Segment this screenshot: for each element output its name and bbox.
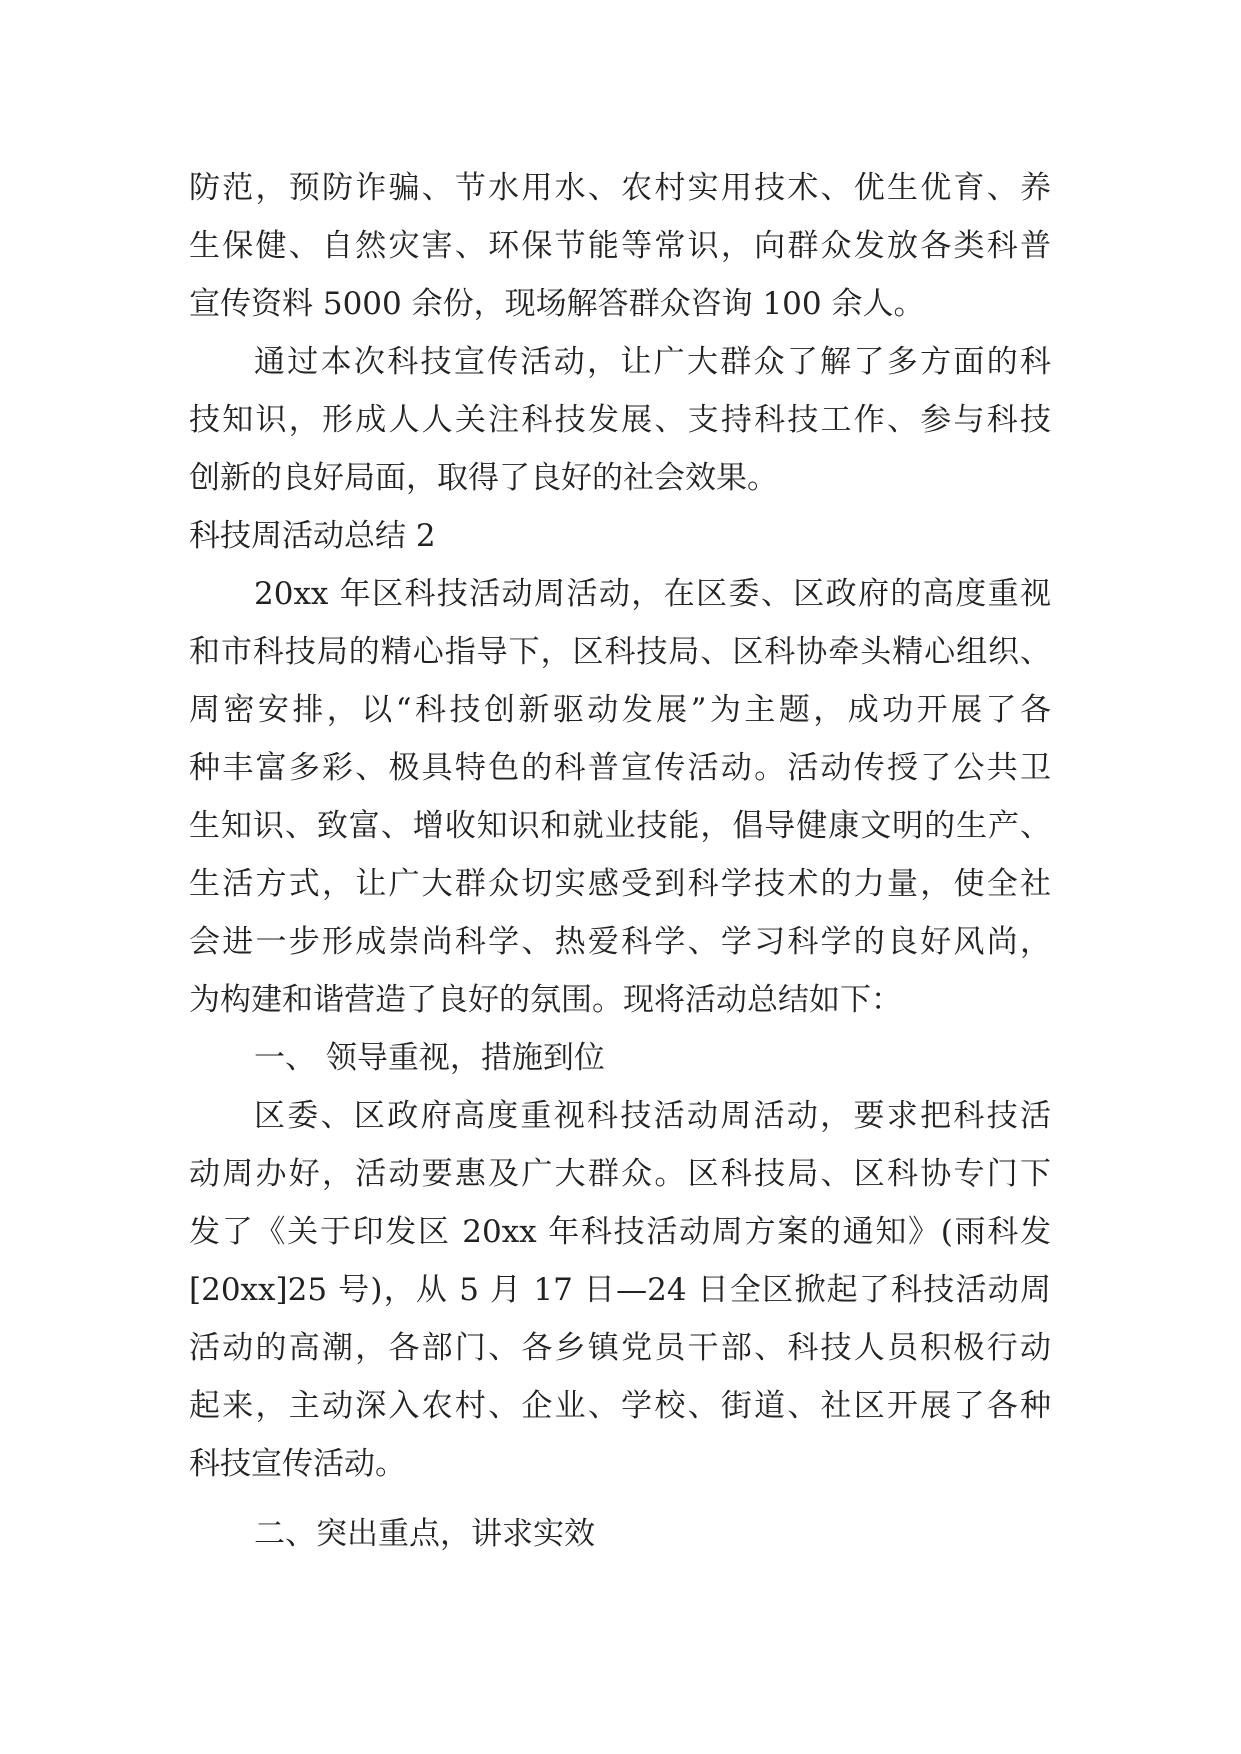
- text-line: 动周办好，活动要惠及广大群众。区科技局、区科协专门下: [189, 1156, 1051, 1192]
- text-line: 防范，预防诈骗、节水用水、农村实用技术、优生优育、养: [189, 170, 1051, 206]
- text-line: 科技宣传活动。: [189, 1446, 406, 1482]
- subheading: 二、突出重点，讲求实效: [254, 1516, 595, 1552]
- text-line: 和市科技局的精心指导下，区科技局、区科协牵头精心组织、: [189, 634, 1051, 670]
- subheading: 一、 领导重视，措施到位: [254, 1040, 605, 1076]
- text-line: [20xx]25 号)，从 5 月 17 日—24 日全区掀起了科技活动周: [189, 1272, 1051, 1308]
- text-line: 生保健、自然灾害、环保节能等常识，向群众发放各类科普: [189, 228, 1051, 264]
- paragraph-first-line: 区委、区政府高度重视科技活动周活动，要求把科技活: [254, 1098, 1051, 1134]
- text-line: 生知识、致富、增收知识和就业技能，倡导健康文明的生产、: [189, 808, 1051, 844]
- section-heading: 科技周活动总结 2: [189, 518, 436, 554]
- paragraph-first-line: 20xx 年区科技活动周活动，在区委、区政府的高度重视: [254, 576, 1051, 612]
- text-line: 起来，主动深入农村、企业、学校、街道、社区开展了各种: [189, 1388, 1051, 1424]
- text-line: 种丰富多彩、极具特色的科普宣传活动。活动传授了公共卫: [189, 750, 1051, 786]
- text-line: 周密安排，以“科技创新驱动发展”为主题，成功开展了各: [189, 692, 1051, 728]
- text-line: 宣传资料 5000 余份，现场解答群众咨询 100 余人。: [189, 286, 925, 322]
- text-line: 生活方式，让广大群众切实感受到科学技术的力量，使全社: [189, 866, 1051, 902]
- text-line: 会进一步形成崇尚科学、热爱科学、学习科学的良好风尚，: [189, 924, 1051, 960]
- paragraph-first-line: 通过本次科技宣传活动，让广大群众了解了多方面的科: [254, 344, 1051, 380]
- text-line: 活动的高潮，各部门、各乡镇党员干部、科技人员积极行动: [189, 1330, 1051, 1366]
- text-line: 创新的良好局面，取得了良好的社会效果。: [189, 460, 778, 496]
- text-line: 发了《关于印发区 20xx 年科技活动周方案的通知》(雨科发: [189, 1214, 1051, 1250]
- text-line: 技知识，形成人人关注科技发展、支持科技工作、参与科技: [189, 402, 1051, 438]
- text-line: 为构建和谐营造了良好的氛围。现将活动总结如下：: [189, 982, 902, 1018]
